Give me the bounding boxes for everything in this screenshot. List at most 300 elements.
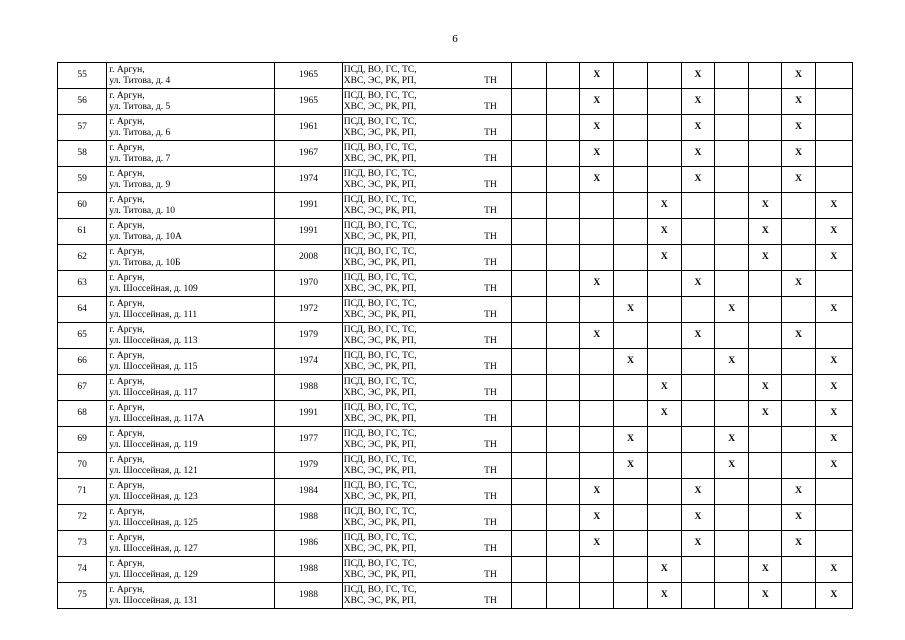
mark-cell: X [782, 531, 815, 557]
mark-cell [547, 89, 580, 115]
mark-cell [511, 583, 546, 609]
mark-cell [647, 297, 681, 323]
mark-cell [580, 245, 614, 271]
address-cell [107, 219, 275, 245]
systems-line-2: ХВС, ЭС, РК, РП, [343, 569, 417, 580]
construction-year: 1991 [275, 401, 342, 427]
row-number: 60 [58, 193, 107, 219]
systems-line-2: ХВС, ЭС, РК, РП, [343, 283, 417, 294]
construction-year: 1986 [275, 531, 342, 557]
mark-cell [749, 141, 782, 167]
systems-tail: ТН [484, 284, 497, 294]
address-city: г. Аргун, [109, 558, 145, 569]
mark-cell [749, 167, 782, 193]
engineering-systems-cell [342, 115, 511, 141]
engineering-systems-cell [342, 453, 511, 479]
address-cell [107, 89, 275, 115]
mark-cell [815, 271, 852, 297]
systems-line-1: ПСД, ВО, ГС, ТС, [343, 558, 417, 569]
engineering-systems-cell [342, 63, 511, 89]
construction-year: 1972 [275, 297, 342, 323]
table-row [58, 115, 853, 141]
mark-cell: X [580, 63, 614, 89]
mark-cell [614, 63, 647, 89]
mark-cell [647, 505, 681, 531]
mark-cell [511, 89, 546, 115]
address-cell [107, 349, 275, 375]
mark-cell: X [749, 193, 782, 219]
mark-cell [681, 375, 714, 401]
mark-cell [715, 245, 749, 271]
construction-year: 1979 [275, 453, 342, 479]
systems-line-2: ХВС, ЭС, РК, РП, [343, 179, 417, 190]
construction-year: 1979 [275, 323, 342, 349]
mark-cell: X [815, 557, 852, 583]
mark-cell: X [815, 583, 852, 609]
mark-cell: X [782, 141, 815, 167]
mark-cell: X [815, 219, 852, 245]
systems-tail: ТН [484, 544, 497, 554]
mark-cell: X [681, 271, 714, 297]
mark-cell [547, 245, 580, 271]
engineering-systems-cell [342, 141, 511, 167]
systems-line-2: ХВС, ЭС, РК, РП, [343, 439, 417, 450]
address-street: ул. Шоссейная, д. 111 [109, 309, 198, 320]
engineering-systems-cell [342, 401, 511, 427]
mark-cell [749, 323, 782, 349]
systems-line-2: ХВС, ЭС, РК, РП, [343, 231, 417, 242]
mark-cell [547, 401, 580, 427]
systems-line-2: ХВС, ЭС, РК, РП, [343, 335, 417, 346]
address-street: ул. Титова, д. 10 [109, 205, 175, 216]
mark-cell [647, 349, 681, 375]
address-city: г. Аргун, [109, 402, 145, 413]
mark-cell [715, 141, 749, 167]
mark-cell: X [715, 427, 749, 453]
address-street: ул. Шоссейная, д. 125 [109, 517, 198, 528]
mark-cell [547, 505, 580, 531]
row-number: 73 [58, 531, 107, 557]
systems-tail: ТН [484, 206, 497, 216]
mark-cell [614, 219, 647, 245]
mark-cell [681, 219, 714, 245]
mark-cell [547, 479, 580, 505]
systems-tail: ТН [484, 336, 497, 346]
mark-cell [580, 583, 614, 609]
mark-cell [547, 375, 580, 401]
mark-cell [614, 141, 647, 167]
systems-tail: ТН [484, 128, 497, 138]
engineering-systems-cell [342, 167, 511, 193]
table-row [58, 583, 853, 609]
construction-year: 1961 [275, 115, 342, 141]
address-city: г. Аргун, [109, 376, 145, 387]
mark-cell: X [614, 349, 647, 375]
address-city: г. Аргун, [109, 454, 145, 465]
mark-cell [511, 115, 546, 141]
engineering-systems-cell [342, 505, 511, 531]
systems-tail: ТН [484, 414, 497, 424]
address-street: ул. Шоссейная, д. 109 [109, 283, 198, 294]
mark-cell: X [681, 141, 714, 167]
systems-line-2: ХВС, ЭС, РК, РП, [343, 257, 417, 268]
table-row [58, 375, 853, 401]
mark-cell: X [815, 375, 852, 401]
mark-cell: X [815, 193, 852, 219]
systems-line-2: ХВС, ЭС, РК, РП, [343, 127, 417, 138]
mark-cell [647, 271, 681, 297]
mark-cell: X [681, 89, 714, 115]
systems-tail: ТН [484, 154, 497, 164]
systems-line-2: ХВС, ЭС, РК, РП, [343, 361, 417, 372]
mark-cell [681, 245, 714, 271]
mark-cell [614, 479, 647, 505]
mark-cell [547, 427, 580, 453]
address-city: г. Аргун, [109, 480, 145, 491]
mark-cell [580, 401, 614, 427]
mark-cell [547, 453, 580, 479]
mark-cell [749, 427, 782, 453]
construction-year: 1991 [275, 219, 342, 245]
mark-cell [815, 63, 852, 89]
mark-cell: X [749, 557, 782, 583]
systems-line-1: ПСД, ВО, ГС, ТС, [343, 246, 417, 257]
mark-cell [580, 349, 614, 375]
mark-cell [547, 349, 580, 375]
address-city: г. Аргун, [109, 90, 145, 101]
mark-cell: X [681, 323, 714, 349]
mark-cell: X [782, 89, 815, 115]
address-city: г. Аргун, [109, 584, 145, 595]
mark-cell [547, 531, 580, 557]
systems-tail: ТН [484, 180, 497, 190]
row-number: 75 [58, 583, 107, 609]
table-row [58, 193, 853, 219]
mark-cell: X [782, 271, 815, 297]
systems-line-2: ХВС, ЭС, РК, РП, [343, 491, 417, 502]
address-street: ул. Шоссейная, д. 117А [109, 413, 205, 424]
address-city: г. Аргун, [109, 350, 145, 361]
address-street: ул. Шоссейная, д. 119 [109, 439, 198, 450]
address-cell [107, 297, 275, 323]
mark-cell: X [580, 141, 614, 167]
mark-cell [815, 479, 852, 505]
mark-cell [749, 479, 782, 505]
construction-year: 1965 [275, 89, 342, 115]
mark-cell [815, 89, 852, 115]
row-number: 64 [58, 297, 107, 323]
mark-cell [749, 297, 782, 323]
mark-cell: X [749, 401, 782, 427]
mark-cell: X [681, 505, 714, 531]
systems-line-1: ПСД, ВО, ГС, ТС, [343, 506, 417, 517]
address-city: г. Аргун, [109, 220, 145, 231]
row-number: 59 [58, 167, 107, 193]
address-cell [107, 583, 275, 609]
mark-cell [749, 115, 782, 141]
mark-cell [580, 557, 614, 583]
systems-line-1: ПСД, ВО, ГС, ТС, [343, 64, 417, 75]
mark-cell: X [614, 297, 647, 323]
mark-cell [647, 141, 681, 167]
mark-cell [647, 531, 681, 557]
address-cell [107, 375, 275, 401]
construction-year: 1984 [275, 479, 342, 505]
mark-cell [547, 297, 580, 323]
systems-line-2: ХВС, ЭС, РК, РП, [343, 153, 417, 164]
mark-cell [580, 375, 614, 401]
systems-tail: ТН [484, 362, 497, 372]
mark-cell: X [681, 115, 714, 141]
table-row [58, 557, 853, 583]
address-cell [107, 401, 275, 427]
mark-cell [511, 531, 546, 557]
engineering-systems-cell [342, 89, 511, 115]
mark-cell [647, 115, 681, 141]
systems-line-1: ПСД, ВО, ГС, ТС, [343, 376, 417, 387]
mark-cell [647, 479, 681, 505]
mark-cell: X [782, 479, 815, 505]
address-cell [107, 245, 275, 271]
mark-cell: X [815, 297, 852, 323]
mark-cell: X [815, 349, 852, 375]
systems-tail: ТН [484, 518, 497, 528]
address-street: ул. Шоссейная, д. 123 [109, 491, 198, 502]
systems-line-2: ХВС, ЭС, РК, РП, [343, 387, 417, 398]
address-cell [107, 193, 275, 219]
mark-cell [511, 219, 546, 245]
address-cell [107, 323, 275, 349]
address-city: г. Аргун, [109, 116, 145, 127]
address-city: г. Аргун, [109, 506, 145, 517]
mark-cell [715, 193, 749, 219]
mark-cell [547, 167, 580, 193]
address-street: ул. Титова, д. 10Б [109, 257, 181, 268]
row-number: 71 [58, 479, 107, 505]
systems-line-1: ПСД, ВО, ГС, ТС, [343, 532, 417, 543]
mark-cell [715, 401, 749, 427]
systems-tail: ТН [484, 232, 497, 242]
row-number: 58 [58, 141, 107, 167]
systems-tail: ТН [484, 440, 497, 450]
systems-line-2: ХВС, ЭС, РК, РП, [343, 517, 417, 528]
mark-cell [614, 557, 647, 583]
mark-cell [511, 375, 546, 401]
systems-line-2: ХВС, ЭС, РК, РП, [343, 465, 417, 476]
mark-cell [511, 401, 546, 427]
mark-cell [580, 193, 614, 219]
address-street: ул. Титова, д. 9 [109, 179, 171, 190]
systems-tail: ТН [484, 102, 497, 112]
mark-cell: X [580, 115, 614, 141]
address-street: ул. Титова, д. 7 [109, 153, 171, 164]
systems-tail: ТН [484, 76, 497, 86]
address-city: г. Аргун, [109, 324, 145, 335]
mark-cell [715, 557, 749, 583]
address-cell [107, 479, 275, 505]
table-row [58, 89, 853, 115]
table-row [58, 349, 853, 375]
mark-cell [614, 245, 647, 271]
mark-cell: X [647, 375, 681, 401]
mark-cell [511, 453, 546, 479]
mark-cell [749, 89, 782, 115]
mark-cell: X [647, 245, 681, 271]
systems-tail: ТН [484, 570, 497, 580]
row-number: 74 [58, 557, 107, 583]
systems-line-1: ПСД, ВО, ГС, ТС, [343, 90, 417, 101]
mark-cell [511, 427, 546, 453]
mark-cell [815, 167, 852, 193]
systems-line-2: ХВС, ЭС, РК, РП, [343, 205, 417, 216]
page-number: 6 [452, 33, 458, 45]
systems-line-1: ПСД, ВО, ГС, ТС, [343, 402, 417, 413]
mark-cell: X [749, 583, 782, 609]
mark-cell: X [647, 219, 681, 245]
engineering-systems-cell [342, 479, 511, 505]
mark-cell [580, 453, 614, 479]
mark-cell: X [647, 557, 681, 583]
table-row [58, 297, 853, 323]
address-street: ул. Титова, д. 5 [109, 101, 171, 112]
row-number: 63 [58, 271, 107, 297]
mark-cell [647, 323, 681, 349]
row-number: 61 [58, 219, 107, 245]
table-row [58, 219, 853, 245]
systems-line-1: ПСД, ВО, ГС, ТС, [343, 220, 417, 231]
mark-cell [614, 115, 647, 141]
construction-year: 1967 [275, 141, 342, 167]
mark-cell: X [815, 427, 852, 453]
mark-cell [782, 245, 815, 271]
mark-cell [547, 219, 580, 245]
mark-cell [511, 323, 546, 349]
row-number: 56 [58, 89, 107, 115]
engineering-systems-cell [342, 323, 511, 349]
mark-cell [614, 167, 647, 193]
mark-cell [782, 427, 815, 453]
systems-line-2: ХВС, ЭС, РК, РП, [343, 101, 417, 112]
mark-cell [749, 505, 782, 531]
table-row [58, 531, 853, 557]
systems-line-1: ПСД, ВО, ГС, ТС, [343, 350, 417, 361]
address-street: ул. Титова, д. 10А [109, 231, 182, 242]
systems-line-1: ПСД, ВО, ГС, ТС, [343, 194, 417, 205]
systems-line-1: ПСД, ВО, ГС, ТС, [343, 168, 417, 179]
systems-line-1: ПСД, ВО, ГС, ТС, [343, 142, 417, 153]
address-city: г. Аргун, [109, 298, 145, 309]
address-cell [107, 167, 275, 193]
mark-cell: X [614, 427, 647, 453]
mark-cell [715, 271, 749, 297]
mark-cell [614, 271, 647, 297]
mark-cell [647, 63, 681, 89]
mark-cell [511, 297, 546, 323]
address-city: г. Аргун, [109, 246, 145, 257]
table-row [58, 401, 853, 427]
row-number: 72 [58, 505, 107, 531]
table-row [58, 505, 853, 531]
mark-cell [715, 63, 749, 89]
engineering-systems-cell [342, 271, 511, 297]
construction-year: 1988 [275, 505, 342, 531]
engineering-systems-cell [342, 245, 511, 271]
mark-cell [782, 401, 815, 427]
mark-cell [715, 505, 749, 531]
mark-cell: X [782, 323, 815, 349]
systems-line-1: ПСД, ВО, ГС, ТС, [343, 116, 417, 127]
row-number: 55 [58, 63, 107, 89]
systems-tail: ТН [484, 258, 497, 268]
mark-cell [715, 167, 749, 193]
mark-cell [749, 349, 782, 375]
mark-cell: X [681, 479, 714, 505]
systems-line-1: ПСД, ВО, ГС, ТС, [343, 324, 417, 335]
engineering-systems-cell [342, 375, 511, 401]
mark-cell [511, 479, 546, 505]
mark-cell [547, 63, 580, 89]
mark-cell [815, 531, 852, 557]
construction-year: 1965 [275, 63, 342, 89]
mark-cell: X [580, 167, 614, 193]
address-city: г. Аргун, [109, 64, 145, 75]
mark-cell: X [815, 401, 852, 427]
systems-line-1: ПСД, ВО, ГС, ТС, [343, 454, 417, 465]
mark-cell [614, 531, 647, 557]
mark-cell: X [782, 63, 815, 89]
table-row [58, 167, 853, 193]
mark-cell [614, 193, 647, 219]
mark-cell [511, 349, 546, 375]
mark-cell: X [580, 271, 614, 297]
systems-line-1: ПСД, ВО, ГС, ТС, [343, 298, 417, 309]
engineering-systems-cell [342, 583, 511, 609]
mark-cell [715, 479, 749, 505]
mark-cell [815, 115, 852, 141]
mark-cell [715, 115, 749, 141]
address-street: ул. Шоссейная, д. 121 [109, 465, 198, 476]
systems-line-2: ХВС, ЭС, РК, РП, [343, 543, 417, 554]
construction-year: 1974 [275, 349, 342, 375]
table-row [58, 427, 853, 453]
mark-cell [511, 63, 546, 89]
mark-cell [782, 375, 815, 401]
mark-cell [647, 89, 681, 115]
engineering-systems-cell [342, 193, 511, 219]
mark-cell: X [782, 505, 815, 531]
address-street: ул. Титова, д. 4 [109, 75, 171, 86]
table-row [58, 141, 853, 167]
mark-cell [511, 557, 546, 583]
mark-cell [614, 323, 647, 349]
address-cell [107, 531, 275, 557]
mark-cell [715, 583, 749, 609]
address-cell [107, 453, 275, 479]
mark-cell: X [580, 89, 614, 115]
table-row [58, 271, 853, 297]
table-body [58, 63, 853, 609]
systems-line-1: ПСД, ВО, ГС, ТС, [343, 272, 417, 283]
mark-cell [580, 219, 614, 245]
address-cell [107, 63, 275, 89]
systems-line-1: ПСД, ВО, ГС, ТС, [343, 584, 417, 595]
mark-cell [547, 193, 580, 219]
address-cell [107, 141, 275, 167]
mark-cell [681, 193, 714, 219]
mark-cell [782, 297, 815, 323]
address-city: г. Аргун, [109, 142, 145, 153]
mark-cell [547, 141, 580, 167]
